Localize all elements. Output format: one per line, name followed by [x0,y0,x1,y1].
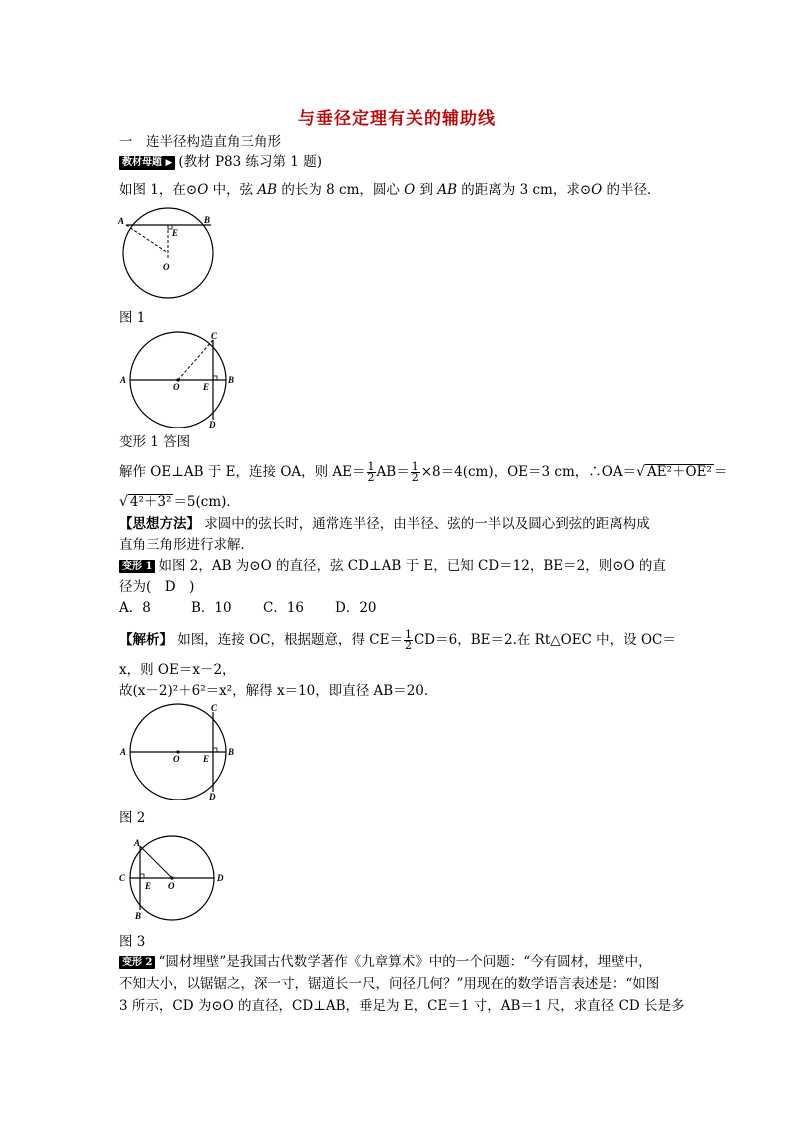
variant-1-tag: 变形 1 [119,560,155,573]
v1-label-d: D [209,420,216,428]
variant-2-line-3: 3 所示，CD 为⊙O 的直径，CD⊥AB，垂足为 E，CE＝1 寸，AB＝1 尺，求直径 CD 长是多 [119,998,685,1014]
fig2-label-b: B [228,747,235,757]
variant-1-options [119,598,679,618]
fig1-segment-oa [126,225,168,253]
option-d: D．20 [335,600,377,616]
variant-2-line-2: 不知大小，以锯锯之，深一寸，锯道长一尺，问径几何？”用现在的数学语言表述是：“如图 [119,976,660,992]
fraction-one-half-2: $\frac{1}{2}$ [411,460,419,484]
textbook-tag: 教材母题 ▶ [119,156,175,170]
fig3-center-dot [170,876,173,879]
fig3-label-c: C [119,873,126,883]
variant-1-line-2: 径为( D ) [119,579,195,595]
variant-2-line-1: 变形 2 “圆材埋壁”是我国古代数学著作《九章算术》中的一个问题：“今有圆材，埋壁中， [119,952,679,972]
figure-3-caption: 图 3 [119,934,146,950]
fig1-label-e: E [172,228,179,238]
fig3-label-a: A [134,838,141,848]
fig3-label-d: D [217,873,224,883]
analysis-line-2: x，则 OE＝x－2， [119,662,236,678]
variant-2-tag: 变形 2 [119,956,155,969]
method-line-1: 【思想方法】 求圆中的弦长时，通常连半径，由半径、弦的一半以及圆心到弦的距离构成 [119,516,650,532]
fig3-label-e: E [145,881,152,891]
fraction-one-half: $\frac{1}{2}$ [367,460,375,484]
figure-2-diagram [114,700,244,800]
v1-label-c: C [211,331,218,341]
variant-1-answer-diagram [114,328,244,428]
textbook-reference: (教材 P83 练习第 1 题) [178,154,322,170]
figure-2-caption: 图 2 [119,810,146,826]
v1-label-o: O [173,382,180,392]
fig1-label-b: B [204,215,211,225]
solution-line-2: √ 4²＋3² ＝5(cm)． [119,494,240,510]
fig3-label-b: B [135,911,142,921]
fraction-one-half-3: $\frac{1}{2}$ [404,628,412,652]
option-c: C．16 [263,600,305,616]
analysis-line-3: 故(x－2)²＋6²＝x²，解得 x＝10，即直径 AB＝20. [119,683,429,699]
v1-segment-oc [178,340,213,380]
option-a: A．8 [119,600,151,616]
fig1-label-o: O [163,262,170,272]
v1-label-e: E [203,382,210,392]
v1-label-a: A [120,375,127,385]
figure-1-diagram [114,206,224,306]
solution-line-1: 解作 OE⊥AB 于 E，连接 OA，则 AE＝ $\frac{1}{2}$ AB＝ $\frac{1}{2}$ ×8＝4(cm)，OE＝3 cm，∴OA＝√ AE²＋OE² ＝ [119,460,728,484]
fig3-label-o: O [168,881,175,891]
fig3-segment-oa [140,846,172,878]
fig2-label-e: E [203,754,210,764]
option-b: B．10 [191,600,232,616]
section-heading: 一 连半径构造直角三角形 [119,134,281,150]
textbook-problem-header [119,152,679,172]
variant-1-line-1: 变形 1 如图 2，AB 为⊙O 的直径，弦 CD⊥AB 于 E，已知 CD＝12，BE＝2，则⊙O 的直 [119,556,679,576]
fig2-label-o: O [173,754,180,764]
problem-statement: 如图 1，在⊙O 中，弦 AB 的长为 8 cm，圆心 O 到 AB 的距离为 3 cm，求⊙O 的半径． [119,182,661,198]
v1-label-b: B [228,375,235,385]
fig2-label-c: C [211,703,218,713]
fig1-label-a: A [118,216,125,226]
method-line-2: 直角三角形进行求解． [119,537,254,553]
figure-1-caption: 图 1 [119,310,146,326]
v1-right-angle-mark [213,376,217,380]
fig2-label-a: A [120,747,127,757]
analysis-line-1: 【解析】 如图，连接 OC，根据题意，得 CE＝ $\frac{1}{2}$ CD＝6，BE＝2.在 Rt△OEC 中，设 OC＝ [119,628,676,652]
variant-1-answer-caption: 变形 1 答图 [119,434,191,450]
page-title: 与垂径定理有关的辅助线 [298,109,496,129]
fig2-label-d: D [209,792,216,800]
figure-3-diagram [114,834,234,924]
